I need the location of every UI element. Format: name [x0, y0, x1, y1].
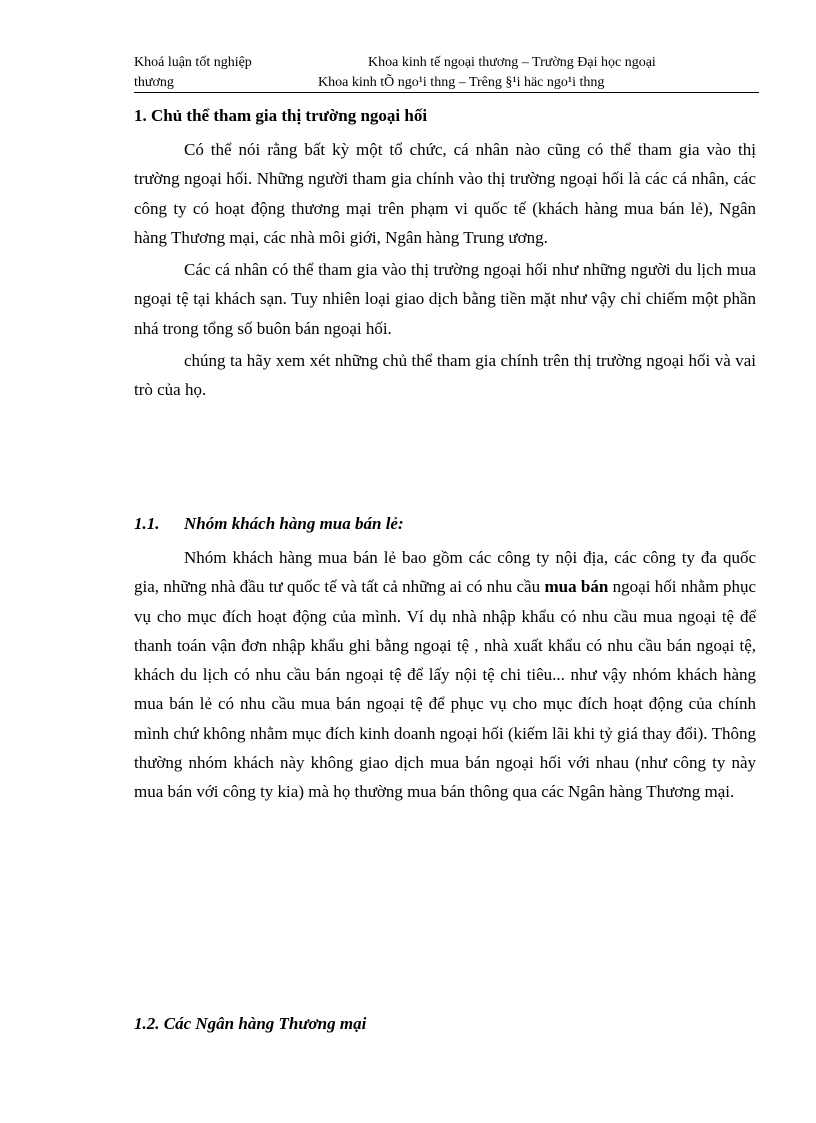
paragraph-text: Nhóm khách hàng mua bán lẻ bao gồm các công ty nội địa, các công ty đa quốc gia, những nhà đầu tư quốc tế và tất cả những ai có nhu cầu	[134, 548, 756, 597]
header-thesis-label: Khoá luận tốt nghiệp	[134, 55, 252, 70]
header-divider	[134, 92, 759, 93]
section-1-body	[134, 135, 756, 405]
section-heading-participants: 1. Chủ thể tham gia thị trường ngoại hối	[134, 106, 428, 125]
header-thesis-label-cont: thương	[134, 75, 174, 90]
header-faculty-label: Khoa kinh tế ngoại thương – Trường Đại học ngoại	[368, 55, 656, 70]
subsection-number: 1.1.	[134, 514, 160, 533]
subsection-heading-commercial-banks: 1.2. Các Ngân hàng Thương mại	[134, 1014, 367, 1033]
header-faculty-label-garbled: Khoa kinh tÕ ngo¹i thng – Trêng §¹i häc ngo¹i thng	[318, 75, 605, 90]
subsection-title: Nhóm khách hàng mua bán lẻ:	[184, 514, 404, 533]
emphasis-text: mua bán	[544, 577, 609, 597]
paragraph-retail-customers	[134, 543, 756, 807]
paragraph-overview: chúng ta hãy xem xét những chủ thể tham gia chính trên thị trường ngoại hối và vai trò của họ.	[134, 351, 756, 400]
paragraph-intro: Có thể nói rằng bất kỳ một tổ chức, cá nhân nào cũng có thể tham gia vào thị trường ngoại hối. Những người tham gia chính vào thị trường ngoại hối là các cá nhân, các công ty có hoạt động thương mại trên phạm vi quốc tế (khách hàng mua bán lẻ), Ngân hàng Thương mại, các nhà môi giới, Ngân hàng Trung ương.	[134, 140, 756, 247]
subsection-heading-retail	[134, 512, 404, 536]
section-1-1-body	[134, 543, 756, 807]
paragraph-individuals: Các cá nhân có thể tham gia vào thị trường ngoại hối như những người du lịch mua ngoại tệ tại khách sạn. Tuy nhiên loại giao dịch bằng tiền mặt như vậy chỉ chiếm một phần nhá trong tổng số buôn bán ngoại hối.	[134, 260, 756, 338]
paragraph-text-cont: ngoại hối nhằm phục vụ cho mục đích hoạt động của mình. Ví dụ nhà nhập khẩu có nhu cầu mua ngoại tệ để thanh toán vận đơn nhập khẩu ghi bằng ngoại tệ , nhà xuất khẩu có nhu cầu bán ngoại tệ, khách du lịch có nhu cầu bán ngoại tệ để lấy nội tệ chi tiêu... như vậy nhóm khách hàng mua bán lẻ có nhu cầu mua bán ngoại tệ để phục vụ cho mục đích hoạt động của chính mình chứ không nhằm mục đích kinh doanh ngoại hối (kiếm lãi khi tỷ giá thay đổi). Thông thường nhóm khách này không giao dịch mua bán ngoại hối với nhau (như công ty này mua bán với công ty kia) mà họ thường mua bán thông qua các Ngân hàng Thương mại.	[134, 577, 756, 802]
